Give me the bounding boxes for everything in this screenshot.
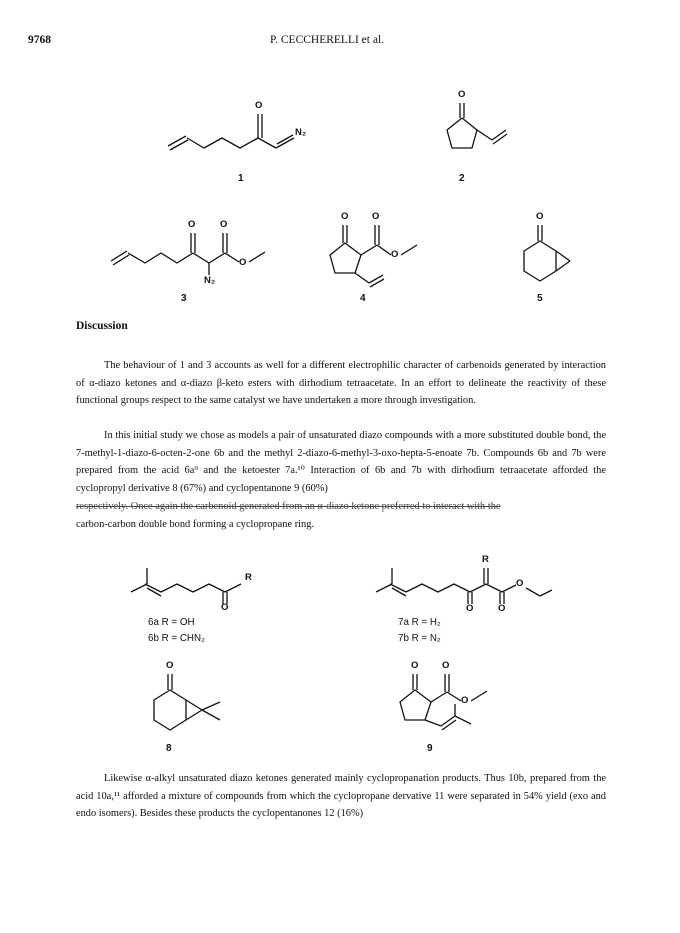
paragraph-2 <box>76 427 606 497</box>
r-group: R <box>245 572 252 583</box>
compound-label-9: 9 <box>427 743 433 754</box>
structure-2 <box>430 88 540 173</box>
compound-label-8: 8 <box>166 743 172 754</box>
structure-7-drawing <box>370 550 590 625</box>
oxygen-atom: O <box>188 219 196 230</box>
paragraph-1-text: The behaviour of 1 and 3 accounts as well for a different electrophilic character of carbenoids generated by interaction of α-diazo ketones and α-diazo β-keto esters with dirhodium tetraacetate. In an effort to delineate the reactivity of these functional groups respect to the same catalyst we have undertaken a more through investigation. <box>76 360 606 407</box>
structure-8 <box>130 660 250 750</box>
compound-label-7a: 7a R = H₂ <box>398 617 441 628</box>
oxygen-atom: O <box>498 603 506 614</box>
compound-label-5: 5 <box>537 293 543 304</box>
structure-1-drawing <box>160 100 360 190</box>
compound-label-4: 4 <box>360 293 366 304</box>
struck-line: respectively. Once again the carbenoid generated from an α-diazo ketone preferred to interact with the <box>76 501 501 512</box>
page-number: 9768 <box>28 34 51 46</box>
oxygen-atom: O <box>166 660 174 671</box>
oxygen-atom: O <box>466 603 474 614</box>
structure-9 <box>385 660 535 750</box>
oxygen-atom: O <box>239 257 247 268</box>
structure-9-drawing <box>385 660 535 750</box>
paragraph-1 <box>76 357 606 410</box>
structure-1 <box>160 100 360 190</box>
oxygen-atom: O <box>461 695 469 706</box>
structure-7 <box>370 550 590 625</box>
compound-label-6b: 6b R = CHN₂ <box>148 633 205 644</box>
compound-label-1: 1 <box>238 173 244 184</box>
oxygen-atom: O <box>458 89 466 100</box>
structure-5 <box>510 205 590 295</box>
structure-4-drawing <box>315 205 465 295</box>
oxygen-atom: O <box>221 602 229 613</box>
r-group: R <box>482 554 489 565</box>
oxygen-atom: O <box>255 100 263 111</box>
structure-3 <box>105 205 275 295</box>
oxygen-atom: O <box>372 211 380 222</box>
structure-6-drawing <box>125 560 275 620</box>
compound-label-2: 2 <box>459 173 465 184</box>
compound-label-6a: 6a R = OH <box>148 617 195 628</box>
oxygen-atom: O <box>516 578 524 589</box>
oxygen-atom: O <box>220 219 228 230</box>
structure-6 <box>125 560 275 620</box>
running-title: P. CECCHERELLI et al. <box>270 34 385 46</box>
paragraph-2-end: carbon-carbon double bond forming a cyclopropane ring. <box>76 519 315 530</box>
n2-group: N₂ <box>295 127 307 138</box>
oxygen-atom: O <box>442 660 450 671</box>
paragraph-3-text: Likewise α-alkyl unsaturated diazo ketones generated mainly cyclopropanation products. Thus 10b, prepared from the acid 10a,¹¹ afforded a mixture of compounds from which the cyclopropane dervative 11 were separated in 54% yield (exo and endo isomers). Besides these products the cyclopentanones 12 (16%) <box>76 773 606 820</box>
structure-8-drawing <box>130 660 250 750</box>
compound-label-3: 3 <box>181 293 187 304</box>
structure-5-drawing <box>510 205 590 295</box>
paragraph-3 <box>76 770 606 823</box>
structure-4 <box>315 205 465 295</box>
oxygen-atom: O <box>341 211 349 222</box>
oxygen-atom: O <box>411 660 419 671</box>
oxygen-atom: O <box>536 211 544 222</box>
paragraph-2-text: In this initial study we chose as models a pair of unsaturated diazo compounds with a more substituted double bond, the 7-methyl-1-diazo-6-octen-2-one 6b and the methyl 2-diazo-6-methyl-3-oxo-hepta-5-enoate 7b. Compounds 6b and 7b were prepared from the acid 6a⁹ and the ketoester 7a.¹⁰ Interaction of 6b and 7b with dirhodium tetraacetate afforded the cyclopropyl derivative 8 (67%) and cyclopentanone 9 (60%) <box>76 430 606 494</box>
oxygen-atom: O <box>391 249 399 260</box>
n2-group: N₂ <box>204 275 216 286</box>
structure-2-drawing <box>430 88 540 173</box>
section-heading: Discussion <box>76 320 128 332</box>
compound-label-7b: 7b R = N₂ <box>398 633 441 644</box>
